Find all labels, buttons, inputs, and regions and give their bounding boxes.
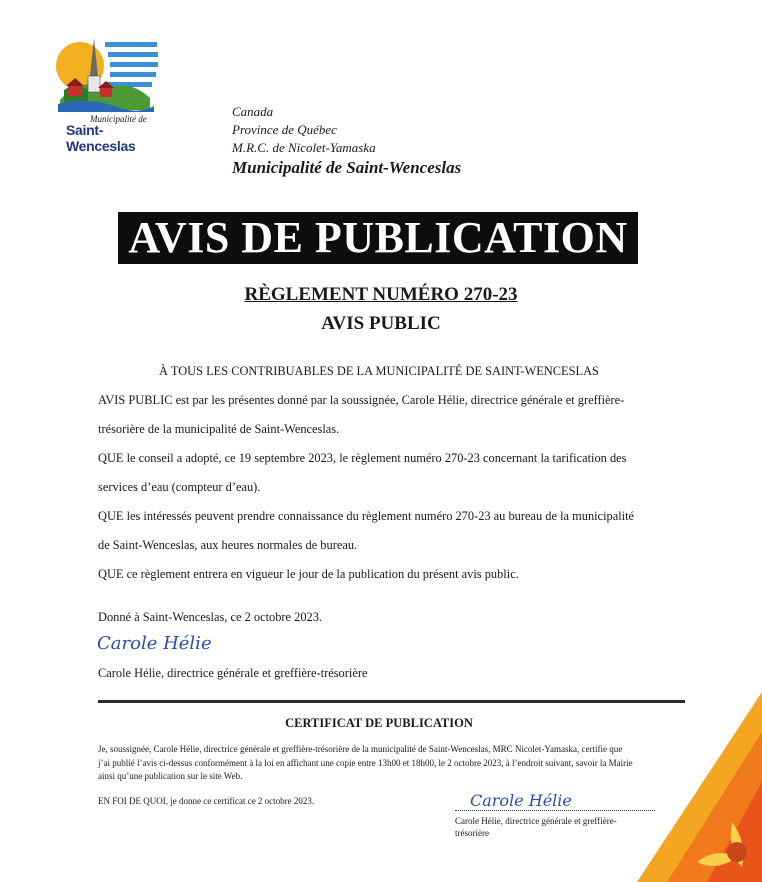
notice-body [98, 357, 660, 632]
certificate-handwritten-signature: Carole Hélie [470, 791, 572, 810]
paragraph-2-line-2: services d’eau (compteur d’eau). [98, 480, 261, 494]
paragraph-1-line-2: trésorière de la municipalité de Saint-Wenceslas. [98, 422, 340, 436]
paragraph-1-line-1: AVIS PUBLIC est par les présentes donné par la soussignée, Carole Hélie, directrice générale et greffière- [98, 393, 625, 407]
notice-subtitle: AVIS PUBLIC [321, 313, 441, 334]
paragraph-4: QUE ce règlement entrera en vigueur le jour de la publication du présent avis public. [98, 567, 519, 581]
section-divider [98, 700, 685, 703]
addressee-line: À TOUS LES CONTRIBUABLES DE LA MUNICIPALITÉ DE SAINT-WENCESLAS [159, 364, 599, 378]
signature-dotted-line [455, 810, 655, 811]
certificate-signer-line-2: trésorière [455, 828, 489, 838]
header-country: Canada [232, 104, 274, 119]
logo-municipality-name: Saint-Wenceslas [66, 122, 136, 154]
header-province: Province de Québec [232, 122, 337, 137]
header-municipality: Municipalité de Saint-Wenceslas [232, 158, 462, 177]
notice-banner: AVIS DE PUBLICATION [118, 212, 638, 264]
certificate-attestation: EN FOI DE QUOI, je donne ce certificat ce 2 octobre 2023. [98, 796, 315, 806]
signer-title: Carole Hélie, directrice générale et greffière-trésorière [98, 666, 368, 680]
decorative-flower-corner [637, 692, 762, 882]
header-mrc: M.R.C. de Nicolet-Yamaska [232, 140, 376, 155]
paragraph-3-line-2: de Saint-Wenceslas, aux heures normales de bureau. [98, 538, 358, 552]
regulation-title: RÈGLEMENT NUMÉRO 270-23 [244, 284, 518, 305]
municipality-logo [50, 28, 165, 154]
certificate-signer [455, 815, 645, 839]
certificate-signer-line-1: Carole Hélie, directrice générale et greffière- [455, 816, 617, 826]
logo-caption: Municipalité de [90, 114, 147, 124]
handwritten-signature: Carole Hélie [97, 633, 212, 654]
certificate-text-line-1: Je, soussignée, Carole Hélie, directrice générale et greffière-trésorière de la municipalité de Saint-Wenceslas, MRC Nicolet-Yamaska, certifie que [98, 744, 623, 754]
certificate-text-line-2: j’ai publié l’avis ci-dessus conformément à la loi en affichant une copie entre 13h00 et 18h00, le 2 octobre 2023, à l’endroit suivant, savoir la Mairie [98, 757, 633, 768]
letterhead [232, 103, 461, 179]
logo-graphic [50, 28, 165, 123]
certificate-title: CERTIFICAT DE PUBLICATION [285, 716, 473, 730]
given-date-line: Donné à Saint-Wenceslas, ce 2 octobre 2023. [98, 610, 323, 624]
paragraph-2-line-1: QUE le conseil a adopté, ce 19 septembre 2023, le règlement numéro 270-23 concernant la tarification des [98, 451, 627, 465]
certificate-text [98, 743, 673, 784]
certificate-text-line-3: ainsi qu’une publication sur le site Web. [98, 771, 243, 781]
paragraph-3-line-1: QUE les intéressés peuvent prendre connaissance du règlement numéro 270-23 au bureau de la municipalité [98, 509, 635, 523]
